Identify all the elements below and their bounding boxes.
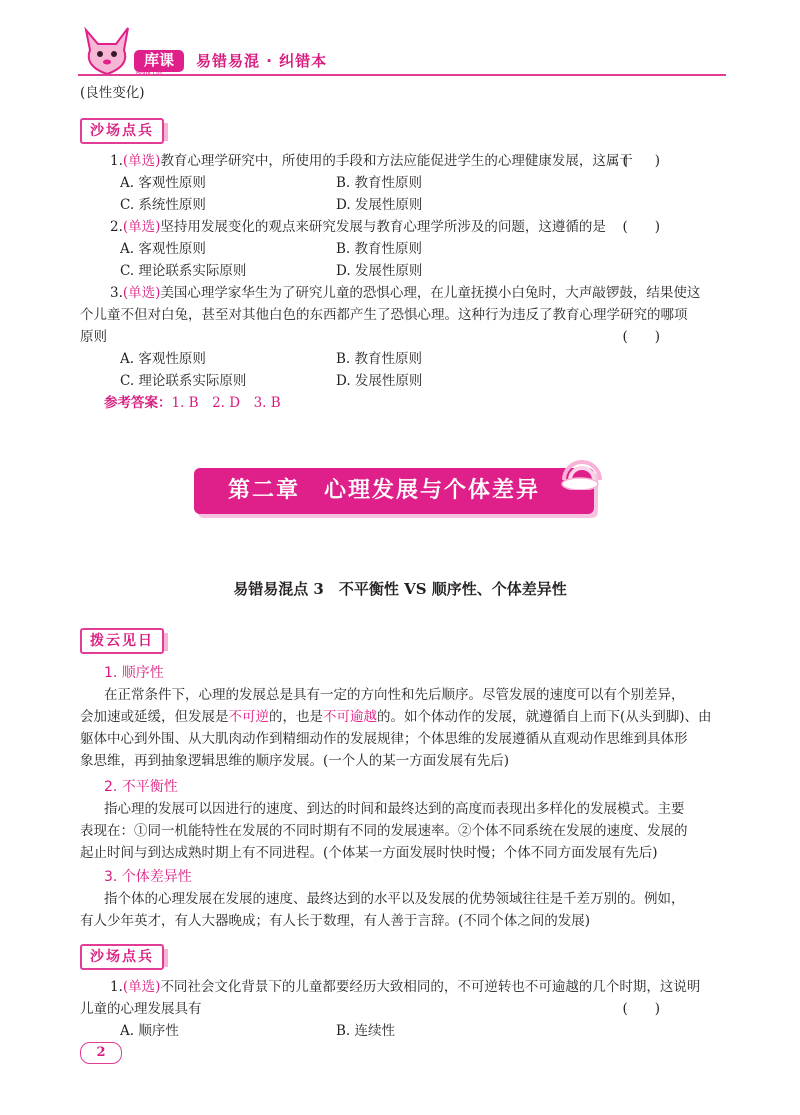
question-stem-line: 儿童的心理发展具有 [80,1001,202,1017]
question-stem-line: 美国心理学家华生为了研究儿童的恐惧心理，在儿童抚摸小白兔时，大声敲锣鼓，结果使这 [160,285,701,301]
option-c: C. 理论联系实际原则 [120,373,247,389]
answer-blank: ( ) [622,1001,660,1017]
fox-mascot-icon [80,22,134,78]
paragraph-line [80,706,712,728]
subheading-individual-difference: 3. 个体差异性 [104,869,192,885]
paragraph-line: 指个体的心理发展在发展的速度、最终达到的水平以及发展的优势领域往往是千差万别的。例如， [104,891,685,907]
option-b: B. 教育性原则 [336,241,423,257]
paragraph-line: 表现在：①同一机能特性在发展的不同时期有不同的发展速率。②个体不同系统在发展的速度、发展的 [80,823,688,839]
answer-key-value: 1. B 2. D 3. B [171,395,281,411]
text-run: 的。如个体动作的发展，就遵循自上而下(从头到脚)、由 [377,709,712,725]
question-number: 1. [110,153,123,169]
option-d: D. 发展性原则 [336,373,423,389]
header-title: 易错易混 · 纠错本 [196,52,328,70]
text-run: 的，也是 [269,709,323,725]
option-a: A. 客观性原则 [120,351,206,367]
question-stem-line: 不同社会文化背景下的儿童都要经历大致相同的，不可逆转也不可逾越的几个时期，这说明 [160,979,701,995]
option-c: C. 理论联系实际原则 [120,263,247,279]
question-number: 2. [110,219,123,235]
question-type-tag: (单选) [122,285,161,301]
chapter-banner [194,468,604,516]
question-stem-line: 个儿童不但对白兔，甚至对其他白色的东西都产生了恐惧心理。这种行为违反了教育心理学研究的哪项 [80,307,688,323]
option-b: B. 连续性 [336,1023,396,1039]
option-c: C. 系统性原则 [120,197,206,213]
question-stem: 教育心理学研究中，所使用的手段和方法应能促进学生的心理健康发展，这属于 [160,153,633,169]
option-b: B. 教育性原则 [336,351,423,367]
paragraph-line: 躯体中心到外围、从大肌肉动作到精细动作的发展规律；个体思维的发展遵循从直观动作思维到具体形 [80,731,688,747]
paragraph-line: 指心理的发展可以因进行的速度、到达的时间和最终达到的高度而表现出多样化的发展模式。主要 [104,801,685,817]
section-title: 易错易混点 3 不平衡性 VS 顺序性、个体差异性 [233,580,567,598]
question-stem: 坚持用发展变化的观点来研究发展与教育心理学所涉及的问题，这遵循的是 [160,219,606,235]
paragraph-line: 起止时间与到达成熟时期上有不同进程。(个体某一方面发展时快时慢；个体不同方面发展有先后) [80,845,658,861]
answer-blank: ( ) [622,329,660,345]
practice-badge: 沙场点兵 [80,118,164,144]
answer-blank: ( ) [622,219,660,235]
chapter-title: 第二章 心理发展与个体差异 [227,478,540,503]
header-divider [78,74,726,76]
option-a: A. 客观性原则 [120,241,206,257]
top-note: (良性变化) [80,85,145,101]
option-d: D. 发展性原则 [336,197,423,213]
option-b: B. 教育性原则 [336,175,423,191]
page-number: 2 [80,1042,122,1064]
answer-key [104,392,281,414]
subheading-order: 1. 顺序性 [104,665,164,681]
question-number: 1. [110,979,123,995]
paragraph-line: 象思维，再到抽象逻辑思维的顺序发展。(一个人的某一方面发展有先后) [80,753,510,769]
explain-badge: 拨云见日 [80,628,164,654]
paragraph-line: 有人少年英才，有人大器晚成；有人长于数理，有人善于言辞。(不同个体之间的发展) [80,913,591,929]
option-d: D. 发展性原则 [336,263,423,279]
question-type-tag: (单选) [122,979,161,995]
highlight-unskippable: 不可逾越 [323,709,377,725]
paragraph-line: 在正常条件下，心理的发展总是具有一定的方向性和先后顺序。尽管发展的速度可以有个别差异， [104,687,685,703]
highlight-irreversible: 不可逆 [228,709,269,725]
cloud-rainbow-icon [554,456,610,490]
brand-logo: 库课 [134,50,184,72]
option-a: A. 客观性原则 [120,175,206,191]
subheading-imbalance: 2. 不平衡性 [104,779,178,795]
answer-key-label: 参考答案： [104,395,172,411]
question-number: 3. [110,285,123,301]
question-stem-line: 原则 [80,329,107,345]
answer-blank: ( ) [622,153,660,169]
option-a: A. 顺序性 [120,1023,179,1039]
question-type-tag: (单选) [122,153,161,169]
text-run: 会加速或延缓，但发展是 [80,709,229,725]
question-type-tag: (单选) [122,219,161,235]
practice-badge: 沙场点兵 [80,944,164,970]
